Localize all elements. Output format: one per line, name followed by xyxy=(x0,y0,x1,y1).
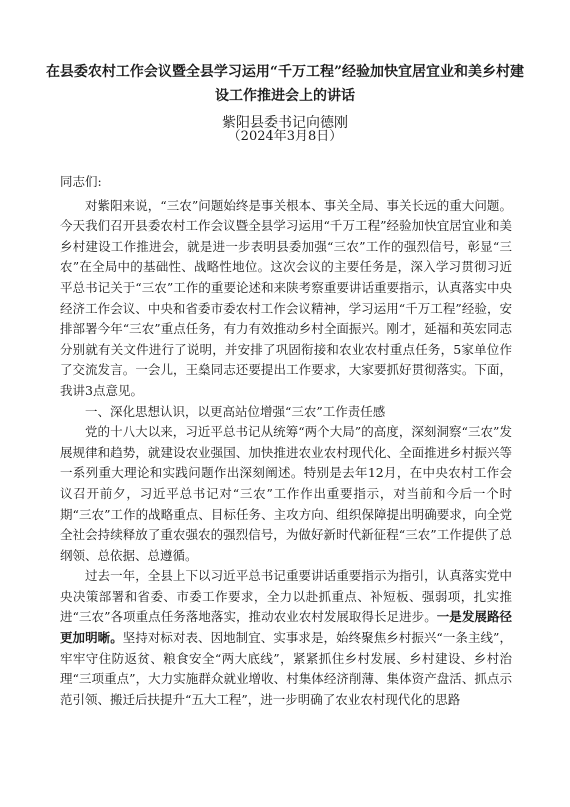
paragraph-intro: 对紫阳来说，“三农”问题始终是事关根本、事关全局、事关长远的重大问题。今天我们召开县委农村工作会议暨全县学习运用“千万工程”经验加快宜居宜业和美乡村建设工作推进会，就是进一步表明县委加强“三农”工作的强烈信号，彰显“三农”在全局中的基础性、战略性地位。这次会议的主要任务是，深入学习贯彻习近平总书记关于“三农”工作的重要论述和来陕考察重要讲话重要指示，认真落实中央经济工作会议、中央和省委市委农村工作会议精神，学习运用“千万工程”经验，安排部署今年“三农”重点任务，有力有效推动乡村全面振兴。刚才，延福和英宏同志分别就有关文件进行了说明，并安排了巩固衔接和农业农村重点任务，5家单位作了交流发言。一会儿，王燊同志还要提出工作要求，大家要抓好贯彻落实。下面，我讲3点意见。 xyxy=(60,197,512,398)
point-one-text: 坚持对标对表、因地制宜、实事求是，始终聚焦乡村振兴“一条主线”，牢牢守住防返贫、粮食安全“两大底线”，紧紧抓住乡村发展、乡村建设、乡村治理“三项重点”，大力实施群众就业增收、村集体经济削薄、集体资产盘活、抓点示范引领、搬迁后扶提升“五大工程”，进一步明确了农业农村现代化的思路 xyxy=(60,630,512,707)
paragraph-review xyxy=(60,566,512,710)
speech-date: （2024年3月8日） xyxy=(227,129,343,144)
section-heading-1: 一、深化思想认识，以更高站位增强“三农”工作责任感 xyxy=(85,403,386,419)
speech-title: 在县委农村工作会议暨全县学习运用“千万工程”经验加快宜居宜业和美乡村建设工作推进会上的讲话 xyxy=(45,64,525,104)
speech-body xyxy=(60,172,512,710)
salutation: 同志们: xyxy=(60,174,102,189)
paragraph-background: 党的十八大以来，习近平总书记从统筹“两个大局”的高度，深刻洞察“三农”发展规律和趋势，就建设农业强国、加快推进农业农村现代化、全面推进乡村振兴等一系列重大理论和实践问题作出深刻阐述。特别是去年12月，在中央农村工作会议召开前夕，习近平总书记对“三农”工作作出重要指示，对当前和今后一个时期“三农”工作的战略重点、目标任务、主攻方向、组织保障提出明确要求，向全党全社会持续释放了重农强农的强烈信号，为做好新时代新征程“三农”工作提供了总纲领、总依据、总遵循。 xyxy=(60,424,512,563)
review-text: 过去一年，全县上下以习近平总书记重要讲话重要指示为指引，认真落实党中央决策部署和省委、市委工作要求，全力以赴抓重点、补短板、强弱项，扎实推进“三农”各项重点任务落地落实，推动农业农村发展取得长足进步。 xyxy=(60,568,512,625)
point-one-heading: 一是发展路径更加明晰。 xyxy=(60,609,512,646)
speaker-line: 紫阳县委书记向德刚 xyxy=(222,115,348,131)
